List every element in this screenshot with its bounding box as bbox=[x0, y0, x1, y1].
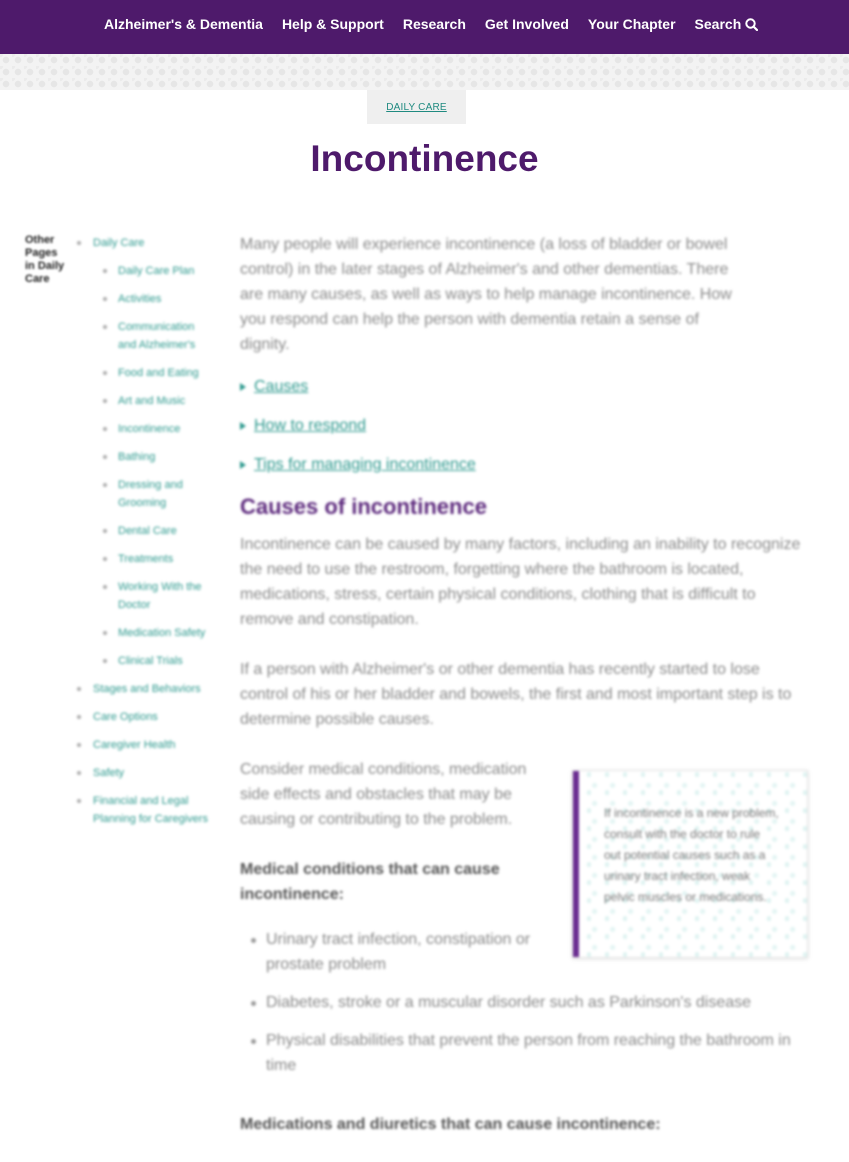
jump-link-causes[interactable]: Causes bbox=[254, 378, 309, 395]
jump-link-item bbox=[240, 455, 810, 475]
main-content bbox=[240, 232, 810, 1091]
medical-conditions-heading: Medical conditions that can cause incontinence: bbox=[240, 861, 500, 903]
sidebar-heading: Other Pages in Daily Care bbox=[25, 234, 65, 285]
causes-paragraph-3: Consider medical conditions, medication side effects and obstacles that may be causing or contributing to the problem. bbox=[240, 761, 527, 828]
sidebar-item-safety[interactable]: Safety bbox=[78, 764, 208, 782]
sidebar-item-food-and-eating[interactable]: Food and Eating bbox=[78, 364, 208, 382]
nav-search-label: Search bbox=[694, 16, 742, 32]
causes-paragraph-2: If a person with Alzheimer's or other dementia has recently started to lose control of his or her bladder and bowels, the first and most important step is to determine possible causes. bbox=[240, 661, 792, 728]
sidebar-item-caregiver-health[interactable]: Caregiver Health bbox=[78, 736, 208, 754]
list-item: Urinary tract infection, constipation or prostate problem bbox=[240, 927, 550, 977]
intro-paragraph: Many people will experience incontinence (a loss of bladder or bowel control) in the later stages of Alzheimer's and other dementias. There are many causes, as well as ways to help manage incontinence. How you respond can help the person with dementia retain a sense of dignity. bbox=[240, 236, 732, 353]
sidebar-item-clinical-trials[interactable]: Clinical Trials bbox=[78, 652, 208, 670]
sidebar-item-treatments[interactable]: Treatments bbox=[78, 550, 208, 568]
callout-accent-bar bbox=[573, 771, 579, 957]
decorative-pattern-strip bbox=[0, 54, 849, 90]
breadcrumb-link-daily-care[interactable]: DAILY CARE bbox=[386, 101, 447, 113]
top-navigation bbox=[0, 0, 849, 54]
sidebar-item-art-and-music[interactable]: Art and Music bbox=[78, 392, 208, 410]
page-title: Incontinence bbox=[310, 138, 539, 179]
sidebar-item-daily-care-plan[interactable]: Daily Care Plan bbox=[78, 262, 208, 280]
nav-search-button[interactable] bbox=[695, 16, 759, 32]
sidebar-item-stages-and-behaviors[interactable]: Stages and Behaviors bbox=[78, 680, 208, 698]
list-item: Physical disabilities that prevent the person from reaching the bathroom in time bbox=[240, 1028, 810, 1078]
jump-links bbox=[240, 377, 810, 475]
sidebar-item-incontinence[interactable]: Incontinence bbox=[78, 420, 208, 438]
search-icon bbox=[745, 18, 758, 31]
sidebar-item-care-options[interactable]: Care Options bbox=[78, 708, 208, 726]
jump-link-item bbox=[240, 377, 810, 397]
causes-paragraph-1: Incontinence can be caused by many factors, including an inability to recognize the need to use the restroom, forgetting where the bathroom is located, medications, stress, certain physical conditions, clothing that is difficult to remove and constipation. bbox=[240, 536, 801, 628]
jump-link-item bbox=[240, 416, 810, 436]
nav-item-your-chapter[interactable]: Your Chapter bbox=[587, 16, 676, 32]
nav-item-alzheimers-dementia[interactable]: Alzheimer's & Dementia bbox=[104, 16, 263, 32]
callout-text: If incontinence is a new problem, consult with the doctor to rule out potential causes such as a urinary tract infection, weak pelvic muscles or medications. bbox=[604, 806, 779, 904]
nav-item-help-support[interactable]: Help & Support bbox=[281, 16, 384, 32]
sidebar-item-dental-care[interactable]: Dental Care bbox=[78, 522, 208, 540]
sidebar-item-dressing-and-grooming[interactable]: Dressing and Grooming bbox=[78, 476, 208, 512]
sidebar-nav bbox=[78, 234, 208, 838]
breadcrumb bbox=[367, 90, 466, 124]
medications-heading: Medications and diuretics that can cause incontinence: bbox=[240, 1116, 661, 1133]
sidebar-item-daily-care[interactable]: Daily Care bbox=[78, 234, 208, 252]
nav-item-research[interactable]: Research bbox=[402, 16, 466, 32]
sidebar-item-activities[interactable]: Activities bbox=[78, 290, 208, 308]
list-item: Diabetes, stroke or a muscular disorder such as Parkinson's disease bbox=[240, 990, 810, 1015]
callout-box bbox=[572, 770, 808, 958]
sidebar-item-communication-and-alzheimer-s[interactable]: Communication and Alzheimer's bbox=[78, 318, 208, 354]
nav-item-get-involved[interactable]: Get Involved bbox=[484, 16, 569, 32]
top-nav-list bbox=[104, 16, 777, 32]
sidebar-item-working-with-the-doctor[interactable]: Working With the Doctor bbox=[78, 578, 208, 614]
causes-heading: Causes of incontinence bbox=[240, 494, 487, 519]
sidebar-item-medication-safety[interactable]: Medication Safety bbox=[78, 624, 208, 642]
sidebar-item-bathing[interactable]: Bathing bbox=[78, 448, 208, 466]
sidebar-item-financial-and-legal-planning-for-caregivers[interactable]: Financial and Legal Planning for Caregivers bbox=[78, 792, 208, 828]
jump-link-how-to-respond[interactable]: How to respond bbox=[254, 417, 367, 434]
jump-link-tips[interactable]: Tips for managing incontinence bbox=[254, 456, 476, 473]
